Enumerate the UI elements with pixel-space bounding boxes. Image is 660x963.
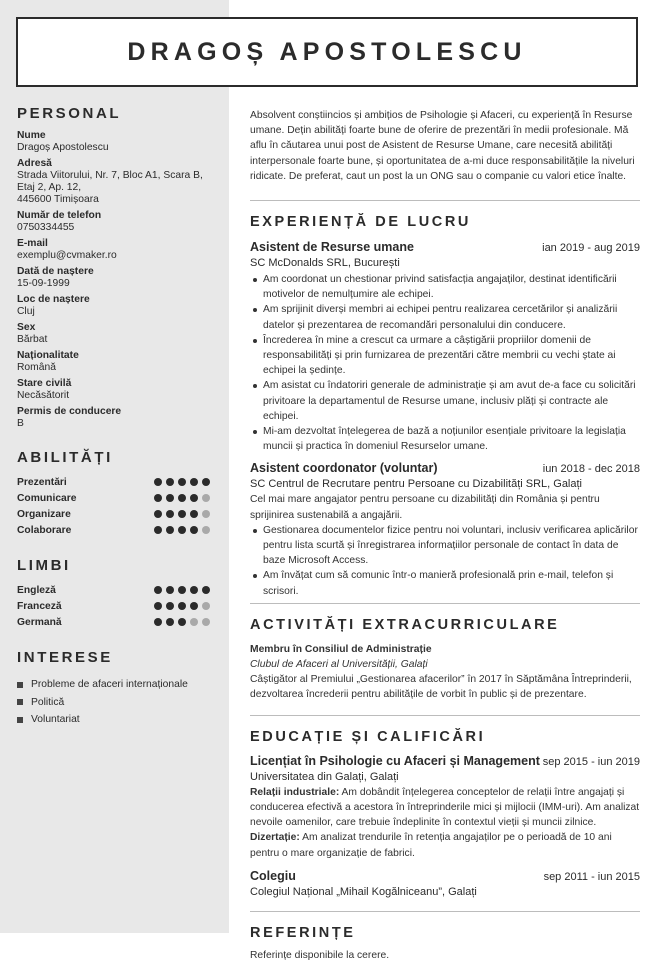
rating-dot-filled-icon <box>166 510 174 518</box>
interest-item <box>17 711 217 729</box>
rating-dot-filled-icon <box>154 526 162 534</box>
activity-entry <box>250 642 640 703</box>
bullet-item: Gestionarea documentelor fizice pentru noi voluntari, inclusiv verificarea aplicărilor pentru lista scurtă și înregistrarea informațiilor personale de contact în data de baze Microsoft Access. <box>250 523 640 569</box>
activity-description: Câștigător al Premiului „Gestionarea afacerilor” în 2017 în Săptămâna Întreprinderii, dezvoltarea încrederii pentru abilitățile de vorbit în public și de prezentare. <box>250 674 632 701</box>
language-name: Engleză <box>17 584 56 596</box>
interests-list <box>17 676 217 729</box>
rating-dot-filled-icon <box>178 494 186 502</box>
skill-rating <box>154 478 210 486</box>
main-content <box>250 108 640 963</box>
field-label: E-mail <box>17 238 48 249</box>
rating-dot-filled-icon <box>190 510 198 518</box>
education-heading: EDUCAȚIE ȘI CALIFICĂRI <box>250 728 486 745</box>
detail-text: Am dobândit înțelegerea conceptelor de relații între angajați și conducerea efectivă a acestora în întreprinderile mici și mijlocii (IMM-uri). Am analizat nevoile oamenilor, care trebuie îndeplinite în contextul vieții și muncii zilnice. <box>250 786 640 829</box>
skill-name: Organizare <box>17 508 71 520</box>
section-divider <box>250 911 640 912</box>
rating-dot-filled-icon <box>178 526 186 534</box>
personal-field <box>17 350 217 374</box>
field-value: Română <box>17 362 56 373</box>
language-row <box>17 598 217 614</box>
rating-dot-filled-icon <box>166 618 174 626</box>
skill-rating <box>154 510 210 518</box>
field-label: Sex <box>17 322 36 333</box>
skill-row <box>17 506 217 522</box>
personal-details <box>17 130 217 430</box>
bullet-item: Încrederea în mine a crescut ca urmare a câștigării propriilor domenii de responsabilități și prin furnizarea de prezentări către membrii cu vechi ștate ai echipei la ședințe. <box>250 333 640 379</box>
job-title: Asistent coordonator (voluntar) <box>250 461 438 476</box>
rating-dot-empty-icon <box>202 494 210 502</box>
rating-dot-filled-icon <box>154 586 162 594</box>
rating-dot-empty-icon <box>202 602 210 610</box>
interest-label: Politică <box>31 696 65 708</box>
skill-row <box>17 522 217 538</box>
languages-heading: LIMBI <box>17 557 71 574</box>
detail-label: Dizertație: <box>250 832 300 844</box>
language-row <box>17 614 217 630</box>
square-bullet-icon <box>17 682 23 688</box>
rating-dot-filled-icon <box>190 478 198 486</box>
job-dates: iun 2018 - dec 2018 <box>542 463 640 476</box>
language-rating <box>154 618 210 626</box>
sidebar-content <box>17 104 217 729</box>
field-label: Loc de naștere <box>17 294 90 305</box>
rating-dot-filled-icon <box>178 586 186 594</box>
rating-dot-filled-icon <box>190 494 198 502</box>
education-detail <box>250 785 640 831</box>
activity-organization: Clubul de Afaceri al Universității, Galați <box>250 659 428 671</box>
references-heading: REFERINȚE <box>250 924 356 941</box>
rating-dot-empty-icon <box>202 618 210 626</box>
personal-field <box>17 130 217 154</box>
rating-dot-filled-icon <box>202 478 210 486</box>
activity-role: Membru în Consiliul de Administrație <box>250 643 432 655</box>
degree-title: Licențiat în Psihologie cu Afaceri și Management <box>250 753 540 768</box>
personal-field <box>17 406 217 430</box>
language-row <box>17 582 217 598</box>
field-label: Permis de conducere <box>17 406 122 417</box>
skill-row <box>17 490 217 506</box>
education-entry <box>250 869 640 899</box>
job-description: Cel mai mare angajator pentru persoane cu dizabilități din România și pentru sprijinirea sustenabilă a angajării. <box>250 494 600 521</box>
rating-dot-filled-icon <box>202 586 210 594</box>
languages-list <box>17 582 217 630</box>
education-dates: sep 2011 - iun 2015 <box>543 870 640 883</box>
rating-dot-filled-icon <box>166 586 174 594</box>
interests-heading: INTERESE <box>17 649 113 666</box>
field-label: Număr de telefon <box>17 210 102 221</box>
job-title: Asistent de Resurse umane <box>250 240 414 255</box>
job-dates: ian 2019 - aug 2019 <box>542 242 640 255</box>
personal-field <box>17 294 217 318</box>
rating-dot-filled-icon <box>154 494 162 502</box>
education-detail <box>250 830 640 860</box>
skill-name: Colaborare <box>17 524 72 536</box>
profile-summary: Absolvent conștiincios și ambițios de Psihologie și Afaceri, cu experiență în Resurse umane. Dețin abilități foarte bune de oferire de prezentări în medii profesionale. Mă aflu în căutarea unui post de Asistent de Resurse Umane, care necesită abilități interpersonale foarte bune, și oportunitatea de a-mi duce responsabilitățile la niveluri ridicate. De preferat, caut un post la un ONG sau o companie cu valori etice înalte. <box>250 110 635 182</box>
rating-dot-empty-icon <box>190 618 198 626</box>
interest-item <box>17 694 217 712</box>
detail-label: Relații industriale: <box>250 786 340 798</box>
square-bullet-icon <box>17 699 23 705</box>
rating-dot-filled-icon <box>190 586 198 594</box>
job-bullets <box>250 523 640 599</box>
degree-title: Colegiu <box>250 868 296 883</box>
job-entry <box>250 461 640 598</box>
field-value: 0750334455 <box>17 222 75 233</box>
references-text: Referințe disponibile la cerere. <box>250 949 390 961</box>
rating-dot-filled-icon <box>166 478 174 486</box>
education-entry <box>250 754 640 861</box>
skill-name: Prezentări <box>17 476 67 488</box>
bullet-item: Am asistat cu îndatoriri generale de administrație și am avut de-a face cu solicitări privitoare la departamentul de Resurse umane, inclusiv plăți și contracte ale echipei. <box>250 378 640 424</box>
section-divider <box>250 715 640 716</box>
section-divider <box>250 200 640 201</box>
rating-dot-empty-icon <box>202 526 210 534</box>
interest-item <box>17 676 217 694</box>
skill-name: Comunicare <box>17 492 77 504</box>
school-name: Universitatea din Galați, Galați <box>250 770 399 783</box>
rating-dot-filled-icon <box>178 510 186 518</box>
personal-field <box>17 158 217 206</box>
rating-dot-filled-icon <box>178 478 186 486</box>
job-bullets <box>250 272 640 454</box>
activities-heading: ACTIVITĂȚI EXTRACURRICULARE <box>250 616 560 633</box>
personal-field <box>17 266 217 290</box>
skill-rating <box>154 494 210 502</box>
experience-heading: EXPERIENȚĂ DE LUCRU <box>250 214 471 231</box>
rating-dot-filled-icon <box>178 618 186 626</box>
field-label: Stare civilă <box>17 378 72 389</box>
rating-dot-filled-icon <box>166 494 174 502</box>
personal-field <box>17 378 217 402</box>
rating-dot-filled-icon <box>178 602 186 610</box>
personal-heading: PERSONAL <box>17 105 122 122</box>
rating-dot-filled-icon <box>154 510 162 518</box>
job-company: SC McDonalds SRL, București <box>250 257 400 270</box>
name-header <box>16 17 638 87</box>
language-rating <box>154 602 210 610</box>
rating-dot-filled-icon <box>154 602 162 610</box>
rating-dot-filled-icon <box>166 526 174 534</box>
field-value: exemplu@cvmaker.ro <box>17 250 117 261</box>
field-label: Nume <box>17 130 46 141</box>
field-value: B <box>17 418 24 429</box>
education-dates: sep 2015 - iun 2019 <box>542 755 640 768</box>
bullet-item: Am coordonat un chestionar privind satisfacția angajaților, destinat identificării motivelor de nemulțumire ale echipei. <box>250 272 640 302</box>
field-label: Naționalitate <box>17 350 79 361</box>
interest-label: Probleme de afaceri internaționale <box>31 679 188 691</box>
personal-field <box>17 210 217 234</box>
language-name: Germană <box>17 616 62 628</box>
rating-dot-filled-icon <box>166 602 174 610</box>
skills-list <box>17 474 217 538</box>
bullet-item: Am sprijinit diverși membri ai echipei pentru realizarea cercetărilor și analizării datelor și prezentarea de recomandări personalului din conducere. <box>250 302 640 332</box>
skill-rating <box>154 526 210 534</box>
language-rating <box>154 586 210 594</box>
detail-text: Am analizat trendurile în retenția angajaților pe o perioadă de 10 ani pentru o mare organizație de fabrici. <box>250 832 612 859</box>
personal-field <box>17 238 217 262</box>
bullet-item: Mi-am dezvoltat înțelegerea de bază a noțiunilor esențiale privitoare la legislația muncii și practica în domeniul Resurselor umane. <box>250 424 640 454</box>
full-name: DRAGOȘ APOSTOLESCU <box>127 37 527 66</box>
job-entry <box>250 240 640 454</box>
job-company: SC Centrul de Recrutare pentru Persoane cu Dizabilități SRL, Galați <box>250 478 582 491</box>
rating-dot-filled-icon <box>154 478 162 486</box>
rating-dot-empty-icon <box>202 510 210 518</box>
field-value: Dragoș Apostolescu <box>17 142 109 153</box>
rating-dot-filled-icon <box>190 526 198 534</box>
field-label: Dată de naștere <box>17 266 94 277</box>
field-value: Cluj <box>17 306 35 317</box>
skills-heading: ABILITĂȚI <box>17 449 113 466</box>
school-name: Colegiul Național „Mihail Kogălniceanu”, Galați <box>250 885 477 898</box>
section-divider <box>250 603 640 604</box>
personal-field <box>17 322 217 346</box>
field-value: Necăsătorit <box>17 390 70 401</box>
rating-dot-filled-icon <box>154 618 162 626</box>
language-name: Franceză <box>17 600 62 612</box>
square-bullet-icon <box>17 717 23 723</box>
rating-dot-filled-icon <box>190 602 198 610</box>
bullet-item: Am învățat cum să comunic într-o manieră profesională prin e-mail, telefon și scrisori. <box>250 568 640 598</box>
field-value: Bărbat <box>17 334 48 345</box>
field-label: Adresă <box>17 158 52 169</box>
interest-label: Voluntariat <box>31 714 80 726</box>
field-value: 15-09-1999 <box>17 278 70 289</box>
field-value: Strada Viitorului, Nr. 7, Bloc A1, Scara B, Etaj 2, Ap. 12, 445600 Timișoara <box>17 170 203 205</box>
skill-row <box>17 474 217 490</box>
